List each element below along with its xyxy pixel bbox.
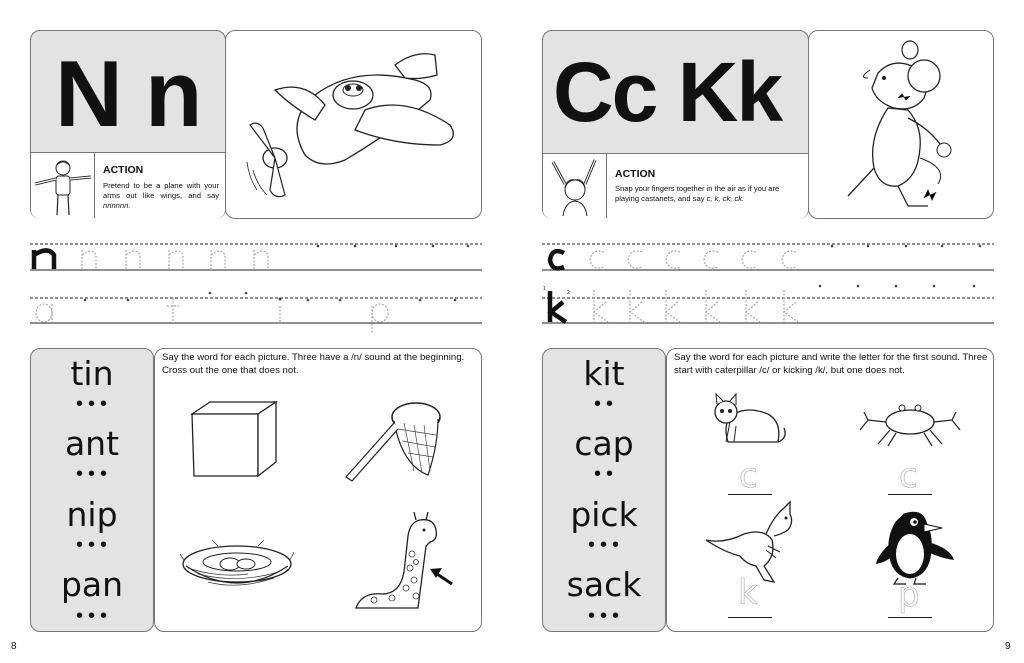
word-dots: •• bbox=[593, 463, 618, 485]
word-dots: ••• bbox=[75, 463, 112, 485]
cat-icon bbox=[708, 392, 788, 448]
page-number-right: 9 bbox=[1005, 641, 1011, 652]
net-icon bbox=[340, 395, 445, 483]
picture-exercise-panel bbox=[666, 348, 994, 632]
word-tin: tin bbox=[70, 354, 114, 393]
answer-crab[interactable]: c bbox=[888, 462, 932, 495]
action-title: ACTION bbox=[615, 168, 656, 180]
giraffe-icon bbox=[352, 512, 458, 612]
action-text: Snap your fingers together in the air as if you are playing castanets, and say c, k, ck, ck. bbox=[615, 184, 780, 203]
penguin-icon bbox=[874, 508, 956, 584]
tracing-lines-n bbox=[30, 236, 482, 328]
word-dots: ••• bbox=[587, 605, 624, 627]
nest-icon bbox=[178, 538, 296, 598]
answer-kangaroo[interactable]: k bbox=[728, 585, 772, 618]
airplane-icon bbox=[245, 50, 465, 205]
word-pan: pan bbox=[60, 565, 124, 604]
word-dots: ••• bbox=[587, 534, 624, 556]
tracing-lines-ck bbox=[542, 236, 994, 328]
word-kit: kit bbox=[583, 354, 625, 393]
word-sack: sack bbox=[566, 565, 642, 604]
stroke-number: 2 bbox=[567, 290, 570, 296]
answer-cat[interactable]: c bbox=[728, 462, 772, 495]
word-cap: cap bbox=[574, 424, 634, 463]
boy-snapping-icon bbox=[545, 156, 603, 218]
word-ant: ant bbox=[64, 424, 120, 463]
page-number-left: 8 bbox=[11, 641, 17, 652]
exercise-instruction: Say the word for each picture and write the letter for the first sound. Three start with caterpillar /c/ or kicking /k/, but one does not. bbox=[674, 352, 988, 376]
word-pick: pick bbox=[570, 495, 638, 534]
exercise-instruction: Say the word for each picture. Three have a /n/ sound at the beginning. Cross out the one that does not. bbox=[162, 352, 465, 376]
mouse-with-castanets-icon bbox=[828, 38, 978, 210]
word-dots: ••• bbox=[75, 605, 112, 627]
crab-icon bbox=[856, 400, 964, 448]
word-dots: ••• bbox=[75, 534, 112, 556]
boy-arms-out-icon bbox=[32, 158, 94, 218]
big-letters-n: N n bbox=[55, 41, 201, 146]
kangaroo-icon bbox=[704, 500, 798, 584]
action-divider bbox=[606, 154, 607, 218]
word-dots: ••• bbox=[75, 393, 112, 415]
answer-penguin[interactable]: p bbox=[888, 585, 932, 618]
box-icon bbox=[188, 400, 280, 480]
word-dots: •• bbox=[593, 393, 618, 415]
word-nip: nip bbox=[66, 495, 118, 534]
stroke-number: 1 bbox=[543, 286, 546, 292]
action-divider bbox=[94, 153, 95, 218]
big-letters-ck: Cc Kk bbox=[553, 45, 782, 139]
action-text: Pretend to be a plane with your arms out like wings, and say nnnnnn. bbox=[103, 181, 219, 210]
action-title: ACTION bbox=[103, 164, 144, 176]
